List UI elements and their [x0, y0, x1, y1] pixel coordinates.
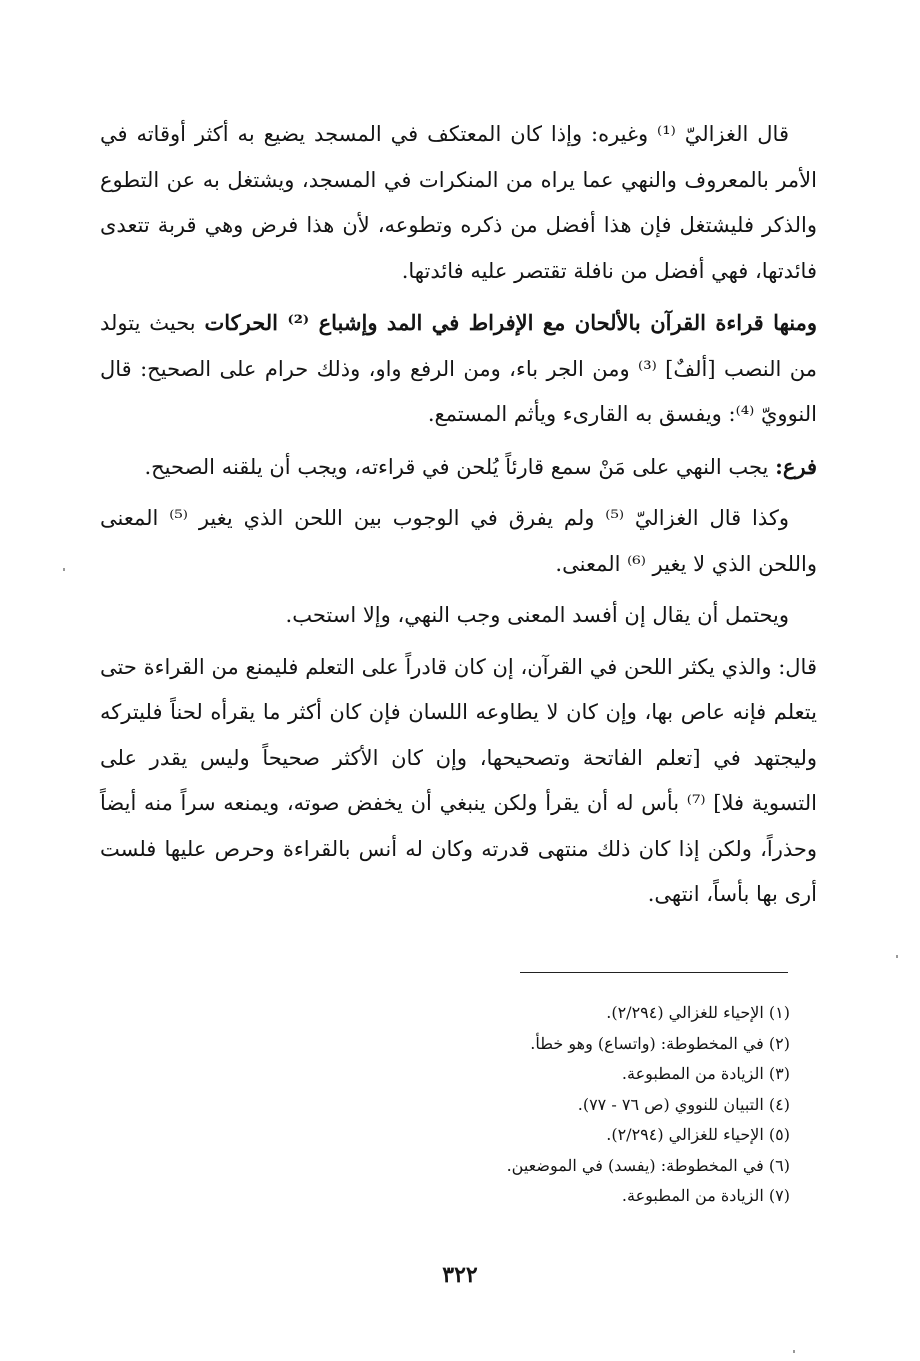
footnote-5: (٥) الإحياء للغزالي (٢/٢٩٤). [606, 1125, 790, 1144]
paragraph-3 [100, 444, 817, 491]
paragraph-1: قال الغزاليّ ⁽¹⁾ وغيره: وإذا كان المعتكف في المسجد يضيع به أكثر أوقاته في الأمر بالمعروف والنهي عما يراه من المنكرات في المسجد، ويشتغل به عن التطوع والذكر فليشتغل فإن هذا أفضل من ذكره وتطوعه، لأن هذا فرض وهي قربة تتعدى فائدتها، فهي أفضل من نافلة تقتصر عليه فائدتها. [100, 122, 817, 283]
footnote-7: (٧) الزيادة من المطبوعة. [621, 1186, 790, 1205]
page-number: ٣٢٢ [442, 1262, 478, 1288]
footnote-6: (٦) في المخطوطة: (يفسد) في الموضعين. [506, 1155, 790, 1175]
footnote-divider [520, 972, 788, 973]
main-text [100, 112, 817, 918]
footnote-4: (٤) التبيان للنووي (ص ٧٦ - ٧٧). [577, 1094, 790, 1114]
footnote-2: (٢) في المخطوطة: (واتساع) وهو خطأ. [530, 1033, 790, 1053]
paragraph-6: قال: والذي يكثر اللحن في القرآن، إن كان قادراً على التعلم فليمنع من القراءة حتى يتعلم فإنه عاص بها، وإن كان لا يطاوعه اللسان فإن كان أكثر ما يقرأه لحناً فليتركه وليجتهد في [تعلم الفاتحة وتصحيحها، وإن كان الأكثر صحيحاً وليس يقدر على التسوية فلا] ⁽⁷⁾ بأس له أن يقرأ ولكن ينبغي أن يخفض صوته، ويمنعه سراً منه أيضاً وحذراً، ولكن إذا كان ذلك منتهى قدرته وكان له أنس بالقراءة وحرص عليها فلست أرى بها بأساً، انتهى. [100, 654, 817, 906]
far-label: فرع: [775, 453, 817, 479]
footnote-3: (٣) الزيادة من المطبوعة. [621, 1064, 790, 1083]
paragraph-2-text: بحيث يتولد من النصب [ألفٌ] ⁽³⁾ ومن الجر باء، ومن الرفع واو، وذلك حرام على الصحيح: قال النوويّ ⁽⁴⁾: ويفسق به القارىء ويأثم المستمع. [100, 311, 817, 426]
paragraph-5: ويحتمل أن يقال إن أفسد المعنى وجب النهي، وإلا استحب. [285, 603, 789, 627]
paragraph-4: وكذا قال الغزاليّ ⁽⁵⁾ ولم يفرق في الوجوب بين اللحن الذي يغير ⁽⁵⁾ المعنى واللحن الذي لا يغير ⁽⁶⁾ المعنى. [100, 506, 817, 576]
paragraph-3-text: يجب النهي على مَنْ سمع قارئاً يُلحن في قراءته، ويجب أن يلقنه الصحيح. [144, 454, 769, 479]
footnote-1: (١) الإحياء للغزالي (٢/٢٩٤). [606, 1003, 790, 1022]
paragraph-2 [100, 300, 817, 438]
footnotes [300, 998, 790, 1212]
section-heading: ومنها قراءة القرآن بالألحان مع الإفراط في المد وإشباع ⁽²⁾ الحركات [204, 310, 817, 335]
scan-speck [896, 955, 898, 958]
scan-speck [63, 568, 65, 571]
scan-speck [793, 1350, 795, 1353]
